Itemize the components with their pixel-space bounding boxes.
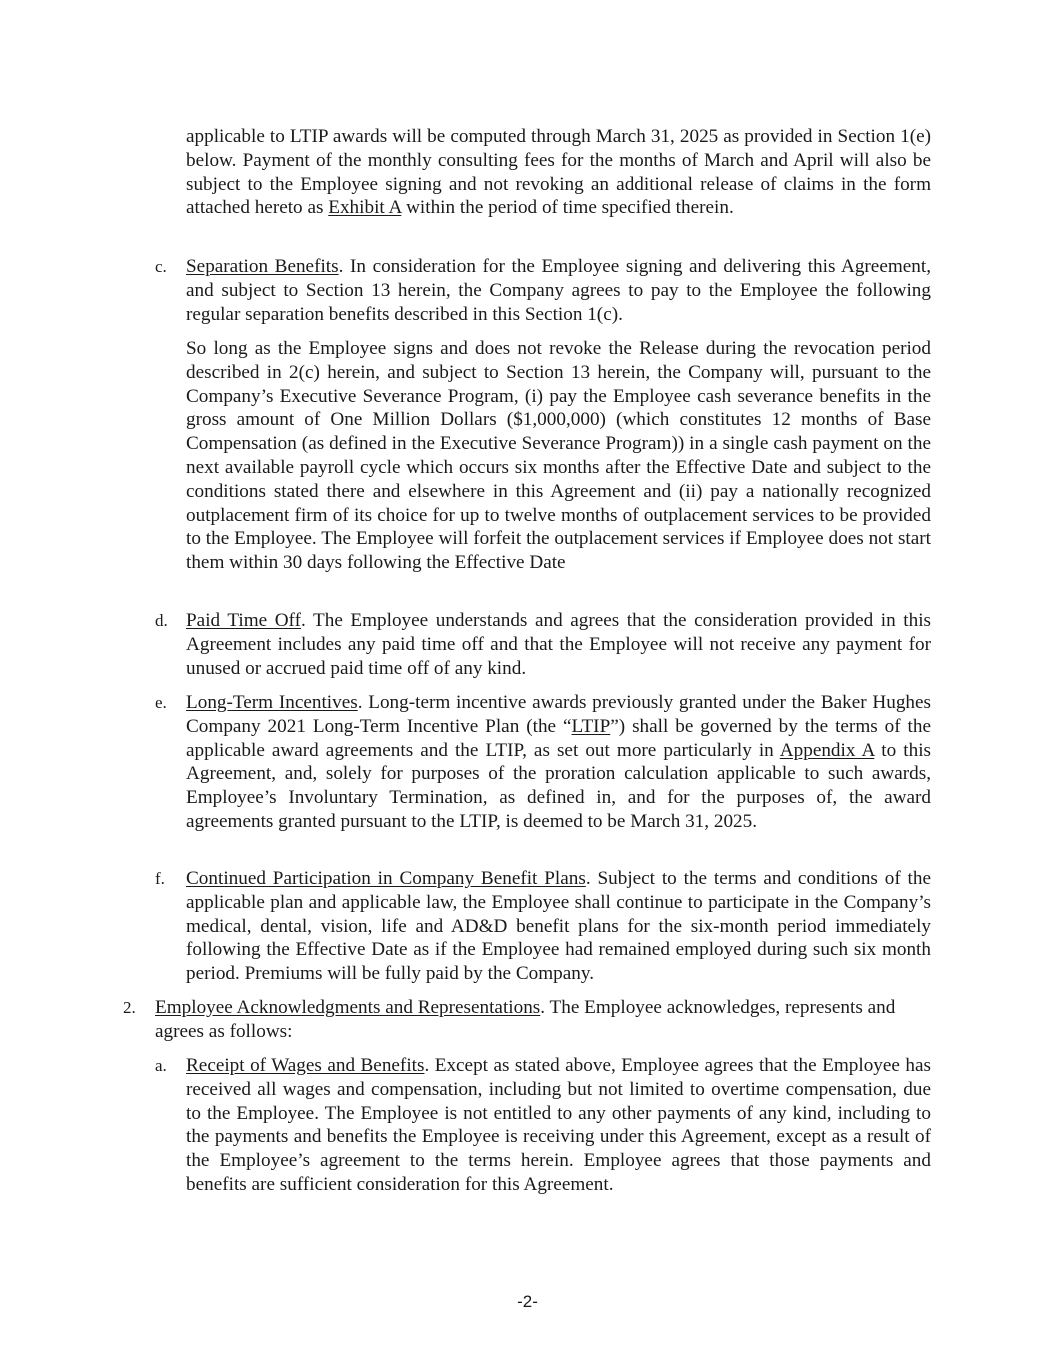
section-d-body: . The Employee understands and agrees that the consideration provided in this Agreement includes any paid time off and that the Employee will not receive any payment for unused or accrued paid time off of any kind. bbox=[186, 610, 931, 679]
section-f-paragraph bbox=[186, 867, 931, 986]
section-2a-body: . Except as stated above, Employee agrees that the Employee has received all wages and compensation, including but not limited to overtime compensation, due to the Employee. The Employee is not entitled to any other payments of any kind, including to the payments and benefits the Employee is receiving under this Agreement, except as a result of the Employee’s agreement to the terms herein. Employee agrees that those payments and benefits are sufficient consideration for this Agreement. bbox=[186, 1055, 931, 1195]
ltip-defined-term: LTIP bbox=[571, 715, 611, 737]
section-e-text-3: to this Agreement, and, solely for purposes of the proration calculation applicable to such awards, Employee’s Involuntary Termination, as defined in, and for the purposes of, the award agreements granted pursuant to the LTIP, is deemed to be March 31, 2025. bbox=[186, 739, 931, 832]
section-f-marker: f. bbox=[155, 869, 165, 888]
section-e-heading: Long-Term Incentives bbox=[186, 692, 358, 713]
section-2a-heading: Receipt of Wages and Benefits bbox=[186, 1055, 425, 1076]
section-b-text: applicable to LTIP awards will be computed through March 31, 2025 as provided in Section 1(e) below. Payment of the monthly consulting fees for the months of March and April will also be subject to the Employee signing and not revoking an additional release of claims in the form attached hereto as bbox=[186, 126, 931, 219]
section-b-continuation bbox=[186, 125, 931, 220]
section-c-marker: c. bbox=[155, 257, 167, 276]
section-2-marker: 2. bbox=[123, 998, 136, 1017]
section-c-heading: Separation Benefits bbox=[186, 256, 339, 277]
section-c-second-paragraph: So long as the Employee signs and does not revoke the Release during the revocation period described in 2(c) herein, and subject to Section 13 herein, the Company will, pursuant to the Company’s Executive Severance Program, (i) pay the Employee cash severance benefits in the gross amount of One Million Dollars ($1,000,000) (which constitutes 12 months of Base Compensation (as defined in the Executive Severance Program)) in a single cash payment on the next available payroll cycle which occurs six months after the Effective Date and subject to the conditions stated there and elsewhere in this Agreement and (ii) pay a nationally recognized outplacement firm of its choice for up to twelve months of outplacement services to be provided to the Employee. The Employee will forfeit the outplacement services if Employee does not start them within 30 days following the Effective Date bbox=[186, 338, 931, 574]
section-f-heading: Continued Participation in Company Benefit Plans bbox=[186, 868, 586, 889]
section-e-paragraph bbox=[186, 691, 931, 834]
page-number: -2- bbox=[517, 1292, 538, 1311]
section-2-body: . The Employee acknowledges, represents and agrees as follows: bbox=[155, 997, 896, 1042]
section-e-text-2: ”) shall be governed by the terms of the applicable award agreements and the LTIP, as set out more particularly in bbox=[186, 715, 931, 761]
appendix-a-reference: Appendix A bbox=[779, 739, 875, 761]
section-e-text-1: . Long-term incentive awards previously granted under the Baker Hughes Company 2021 Long-Term Incentive Plan (the “ bbox=[186, 692, 931, 737]
section-b-text-end: within the period of time specified therein. bbox=[401, 197, 734, 219]
section-d-marker: d. bbox=[155, 611, 168, 630]
section-d-paragraph bbox=[186, 609, 931, 680]
section-2a-paragraph bbox=[186, 1054, 931, 1197]
section-d-heading: Paid Time Off bbox=[186, 610, 301, 631]
section-c-paragraph bbox=[186, 255, 931, 326]
section-f-body: . Subject to the terms and conditions of the applicable plan and applicable law, the Employee shall continue to participate in the Company’s medical, dental, vision, life and AD&D benefit plans for the six-month period immediately following the Effective Date as if the Employee had remained employed during such six month period. Premiums will be fully paid by the Company. bbox=[186, 868, 931, 985]
section-e-marker: e. bbox=[155, 693, 167, 712]
section-2-paragraph bbox=[155, 996, 925, 1044]
section-2a-marker: a. bbox=[155, 1056, 167, 1075]
section-c-body: . In consideration for the Employee signing and delivering this Agreement, and subject to Section 13 herein, the Company agrees to pay to the Employee the following regular separation benefits described in this Section 1(c). bbox=[186, 256, 931, 325]
exhibit-a-reference: Exhibit A bbox=[328, 197, 402, 219]
section-2-heading: Employee Acknowledgments and Representations bbox=[155, 997, 541, 1018]
